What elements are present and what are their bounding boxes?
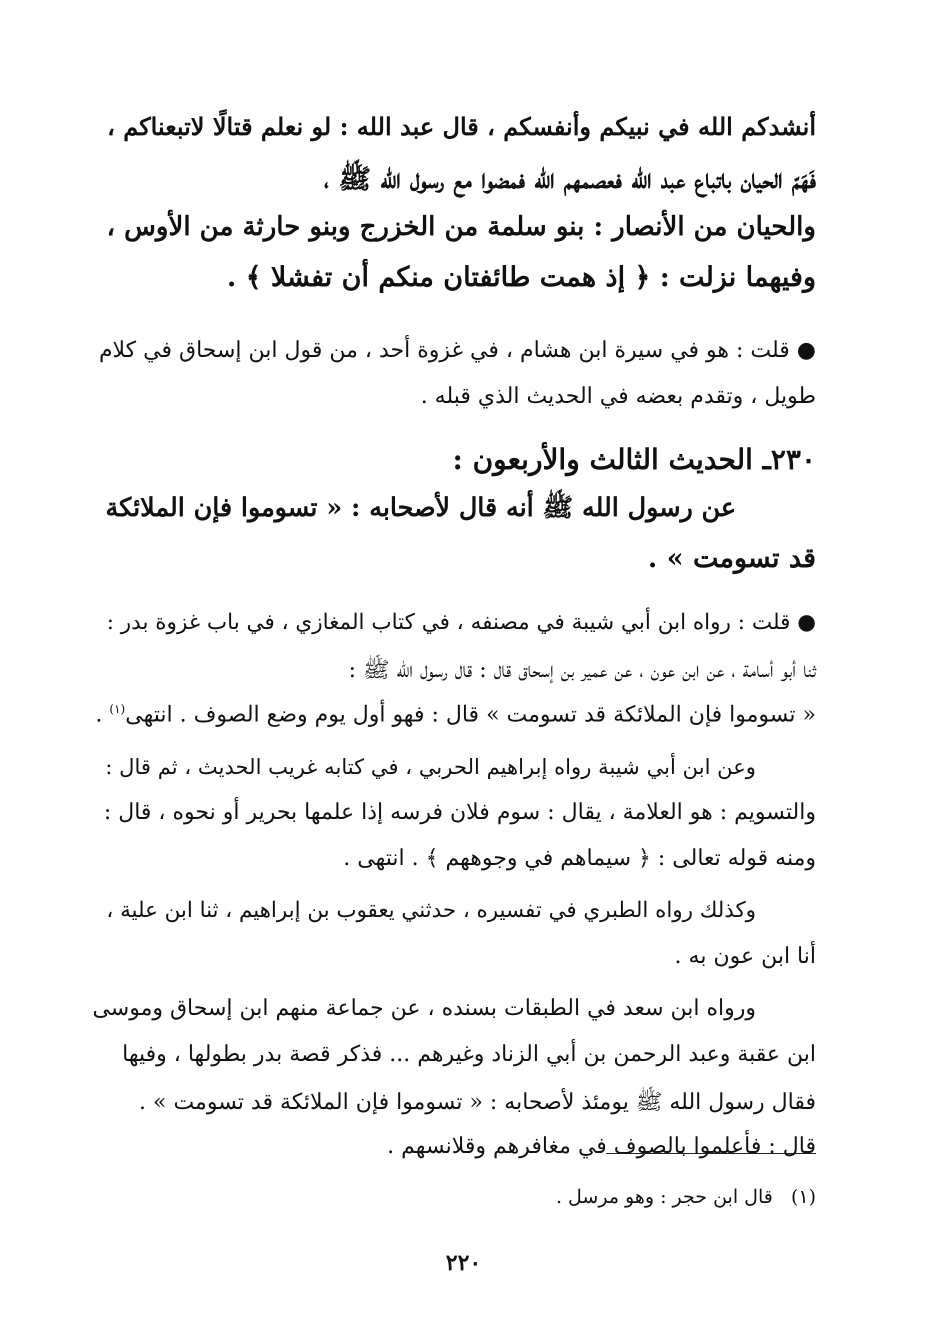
text-line: وفيهما نزلت : ﴿ إذ همت طائفتان منكم أن تفشلا ﴾ . <box>226 262 816 293</box>
text-line: فَهَمّ الحيان باتباع عبد الله فعصمهم الله فمضوا مع رسول الله ﷺ ، <box>323 164 816 195</box>
footnote-rule <box>606 1153 816 1154</box>
hadith-line: عن رسول الله ﷺ أنه قال لأصحابه : « تسوموا فإن الملائكة <box>105 492 736 522</box>
page-number: ٢٢٠ <box>445 1250 482 1276</box>
text-line: « تسوموا فإن الملائكة قد تسومت » قال : فهو أول يوم وضع الصوف . انتهى$^{(١)}$ . <box>95 702 816 728</box>
hadith-heading: ٢٣٠ـ الحديث الثالث والأربعون : <box>452 443 816 476</box>
footnote-text: قال ابن حجر : وهو مرسل . <box>555 1186 773 1208</box>
text-line: وكذلك رواه الطبري في تفسيره ، حدثني يعقوب بن إبراهيم ، ثنا ابن علية ، <box>106 898 756 923</box>
text-line: فقال رسول الله ﷺ يومئذ لأصحابه : « تسوموا فإن الملائكة قد تسومت » . <box>139 1090 816 1115</box>
text-line: وعن ابن أبي شيبة رواه إبراهيم الحربي ، في كتابه غريب الحديث ، ثم قال : <box>105 754 756 779</box>
text-line: ثنا أبو أسامة ، عن ابن عون ، عن عمير بن إسحاق قال : قال رسول الله ﷺ : <box>348 658 816 683</box>
footnote-ref: (١) <box>790 1186 816 1208</box>
text-line: والحيان من الأنصار : بنو سلمة من الخزرج وبنو حارثة من الأوس ، <box>106 212 816 242</box>
footnote <box>556 1186 816 1208</box>
text-segment: « تسوموا فإن الملائكة قد تسومت » قال : فهو أول يوم وضع الصوف . انتهى <box>125 702 816 728</box>
text-line: قال : فأعلموا بالصوف في مغافرهم وقلانسهم . <box>387 1134 816 1159</box>
text-line: طويل ، وتقدم بعضه في الحديث الذي قبله . <box>420 384 816 409</box>
text-line: ● قلت : هو في سيرة ابن هشام ، في غزوة أحد ، من قول ابن إسحاق في كلام <box>98 338 816 363</box>
hadith-line: قد تسومت » . <box>647 543 816 574</box>
text-line: أنشدكم الله في نبيكم وأنفسكم ، قال عبد الله : لو نعلم قتالًا لاتبعناكم ، <box>107 112 816 141</box>
text-line: ومنه قوله تعالى : ﴿ سيماهم في وجوههم ﴾ . انتهى . <box>343 846 816 871</box>
text-line: ابن عقبة وعبد الرحمن بن أبي الزناد وغيرهم ... فذكر قصة بدر بطولها ، وفيها <box>122 1042 816 1067</box>
text-line: ورواه ابن سعد في الطبقات بسنده ، عن جماعة منهم ابن إسحاق وموسى <box>92 996 756 1021</box>
text-line: والتسويم : هو العلامة ، يقال : سوم فلان فرسه إذا علمها بحرير أو نحوه ، قال : <box>103 800 816 825</box>
text-line: ● قلت : رواه ابن أبي شيبة في مصنفه ، في كتاب المغازي ، في باب غزوة بدر : <box>106 610 816 635</box>
text-line: أنا ابن عون به . <box>674 944 816 969</box>
footnote-marker: (١) <box>109 702 126 716</box>
